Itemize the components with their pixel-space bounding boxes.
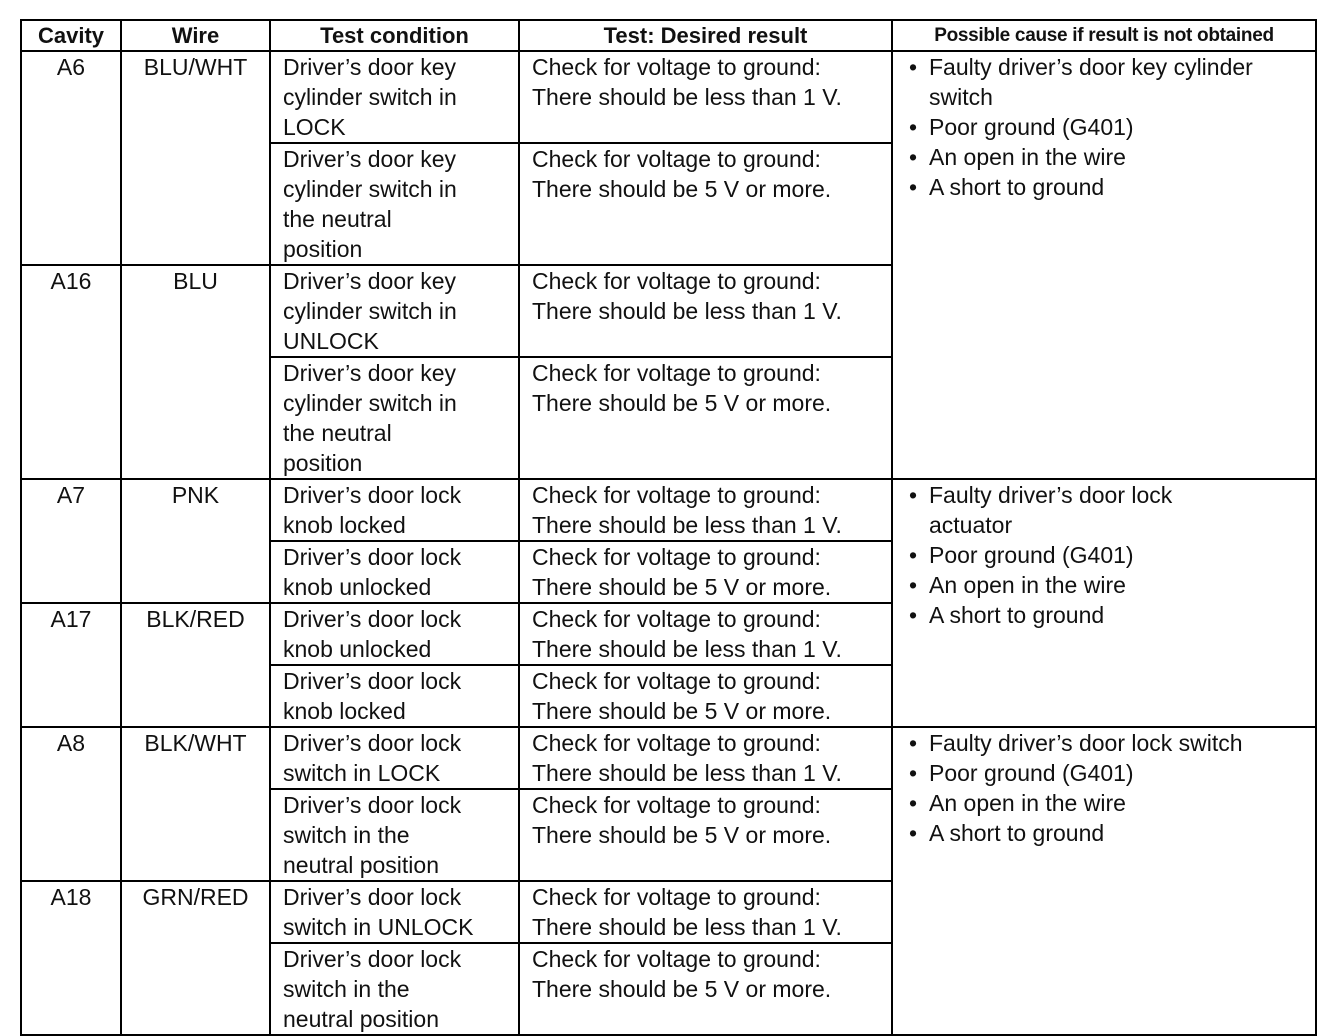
- desired-result-cell: [519, 51, 892, 143]
- bullet-icon: •: [909, 730, 918, 756]
- text-line: switch: [929, 84, 993, 110]
- cause-item: [907, 142, 1309, 172]
- cause-item: [907, 728, 1309, 758]
- desired-result-cell: [519, 357, 892, 479]
- header-row: [21, 20, 1316, 51]
- text-line: Driver’s door key: [283, 360, 456, 386]
- text-line: cylinder switch in: [283, 298, 457, 324]
- text-line: An open in the wire: [929, 144, 1126, 170]
- text-line: Poor ground (G401): [929, 542, 1134, 568]
- cause-list: [907, 480, 1309, 630]
- text-line: Driver’s door lock: [283, 946, 462, 972]
- cause-item: [907, 52, 1309, 112]
- cavity-cell: A16: [21, 265, 121, 479]
- header-test-condition: Test condition: [270, 20, 519, 51]
- desired-result-cell: [519, 603, 892, 665]
- text-line: Driver’s door lock: [283, 730, 462, 756]
- text-line: An open in the wire: [929, 572, 1126, 598]
- test-condition-cell: [270, 603, 519, 665]
- text-line: Driver’s door key: [283, 54, 456, 80]
- text-line: position: [283, 450, 363, 476]
- wire-cell: BLK/WHT: [121, 727, 270, 881]
- bullet-icon: •: [909, 790, 918, 816]
- text-line: cylinder switch in: [283, 84, 457, 110]
- header-possible-cause: Possible cause if result is not obtained: [892, 20, 1316, 51]
- wire-cell: GRN/RED: [121, 881, 270, 1035]
- text-line: Driver’s door lock: [283, 668, 462, 694]
- cause-item: [907, 540, 1309, 570]
- possible-cause-cell: [892, 479, 1316, 727]
- text-line: Poor ground (G401): [929, 760, 1134, 786]
- bullet-icon: •: [909, 482, 918, 508]
- test-condition-cell: [270, 479, 519, 541]
- text-line: Check for voltage to ground:: [532, 668, 821, 694]
- bullet-icon: •: [909, 820, 918, 846]
- test-condition-cell: [270, 789, 519, 881]
- text-line: There should be less than 1 V.: [532, 84, 842, 110]
- desired-result-cell: [519, 143, 892, 265]
- text-line: knob locked: [283, 512, 406, 538]
- text-line: Check for voltage to ground:: [532, 360, 821, 386]
- text-line: position: [283, 236, 363, 262]
- text-line: There should be less than 1 V.: [532, 636, 842, 662]
- cavity-cell: A7: [21, 479, 121, 603]
- cause-item: [907, 172, 1309, 202]
- text-line: Check for voltage to ground:: [532, 146, 821, 172]
- desired-result-cell: [519, 789, 892, 881]
- text-line: UNLOCK: [283, 328, 379, 354]
- bullet-icon: •: [909, 144, 918, 170]
- text-line: An open in the wire: [929, 790, 1126, 816]
- cause-item: [907, 758, 1309, 788]
- bullet-icon: •: [909, 542, 918, 568]
- text-line: Poor ground (G401): [929, 114, 1134, 140]
- desired-result-cell: [519, 541, 892, 603]
- desired-result-cell: [519, 881, 892, 943]
- test-condition-cell: [270, 143, 519, 265]
- bullet-icon: •: [909, 602, 918, 628]
- test-condition-cell: [270, 265, 519, 357]
- cavity-cell: A8: [21, 727, 121, 881]
- test-condition-cell: [270, 881, 519, 943]
- cause-list: [907, 728, 1309, 848]
- text-line: There should be less than 1 V.: [532, 298, 842, 324]
- text-line: There should be 5 V or more.: [532, 698, 832, 724]
- wire-cell: PNK: [121, 479, 270, 603]
- text-line: Check for voltage to ground:: [532, 54, 821, 80]
- text-line: Driver’s door lock: [283, 482, 462, 508]
- test-condition-cell: [270, 727, 519, 789]
- text-line: Check for voltage to ground:: [532, 730, 821, 756]
- cause-item: [907, 570, 1309, 600]
- text-line: Faulty driver’s door lock switch: [929, 730, 1243, 756]
- text-line: switch in LOCK: [283, 760, 441, 786]
- bullet-icon: •: [909, 760, 918, 786]
- text-line: Check for voltage to ground:: [532, 884, 821, 910]
- cause-item: [907, 788, 1309, 818]
- wire-cell: BLU/WHT: [121, 51, 270, 265]
- text-line: Check for voltage to ground:: [532, 482, 821, 508]
- bullet-icon: •: [909, 174, 918, 200]
- table-row: [21, 479, 1316, 541]
- text-line: switch in UNLOCK: [283, 914, 474, 940]
- text-line: Driver’s door key: [283, 268, 456, 294]
- text-line: Check for voltage to ground:: [532, 792, 821, 818]
- cause-item: [907, 112, 1309, 142]
- cause-item: [907, 818, 1309, 848]
- desired-result-cell: [519, 479, 892, 541]
- table-row: [21, 727, 1316, 789]
- test-condition-cell: [270, 357, 519, 479]
- header-desired-result: Test: Desired result: [519, 20, 892, 51]
- text-line: knob locked: [283, 698, 406, 724]
- text-line: cylinder switch in: [283, 390, 457, 416]
- desired-result-cell: [519, 665, 892, 727]
- text-line: knob unlocked: [283, 574, 432, 600]
- table-row: [21, 51, 1316, 143]
- cavity-cell: A18: [21, 881, 121, 1035]
- text-line: There should be less than 1 V.: [532, 760, 842, 786]
- text-line: actuator: [929, 512, 1013, 538]
- text-line: There should be 5 V or more.: [532, 976, 832, 1002]
- header-cavity: Cavity: [21, 20, 121, 51]
- text-line: cylinder switch in: [283, 176, 457, 202]
- door-lock-test-table: [20, 19, 1317, 1036]
- text-line: Faulty driver’s door lock: [929, 482, 1173, 508]
- possible-cause-cell: [892, 51, 1316, 479]
- bullet-icon: •: [909, 572, 918, 598]
- test-condition-cell: [270, 541, 519, 603]
- text-line: There should be 5 V or more.: [532, 176, 832, 202]
- text-line: neutral position: [283, 852, 439, 878]
- wire-cell: BLK/RED: [121, 603, 270, 727]
- desired-result-cell: [519, 727, 892, 789]
- text-line: LOCK: [283, 114, 346, 140]
- text-line: Driver’s door lock: [283, 606, 462, 632]
- text-line: Driver’s door key: [283, 146, 456, 172]
- text-line: Driver’s door lock: [283, 884, 462, 910]
- table-body: [21, 51, 1316, 1035]
- text-line: the neutral: [283, 206, 392, 232]
- bullet-icon: •: [909, 54, 918, 80]
- text-line: There should be 5 V or more.: [532, 574, 832, 600]
- cavity-cell: A6: [21, 51, 121, 265]
- cause-list: [907, 52, 1309, 202]
- possible-cause-cell: [892, 727, 1316, 1035]
- text-line: Check for voltage to ground:: [532, 606, 821, 632]
- bullet-icon: •: [909, 114, 918, 140]
- text-line: knob unlocked: [283, 636, 432, 662]
- text-line: Driver’s door lock: [283, 544, 462, 570]
- test-condition-cell: [270, 943, 519, 1035]
- desired-result-cell: [519, 943, 892, 1035]
- text-line: the neutral: [283, 420, 392, 446]
- header-wire: Wire: [121, 20, 270, 51]
- text-line: There should be 5 V or more.: [532, 822, 832, 848]
- text-line: A short to ground: [929, 602, 1105, 628]
- test-condition-cell: [270, 665, 519, 727]
- text-line: switch in the: [283, 822, 410, 848]
- text-line: Faulty driver’s door key cylinder: [929, 54, 1253, 80]
- text-line: Driver’s door lock: [283, 792, 462, 818]
- text-line: switch in the: [283, 976, 410, 1002]
- text-line: A short to ground: [929, 820, 1105, 846]
- cause-item: [907, 480, 1309, 540]
- test-condition-cell: [270, 51, 519, 143]
- text-line: There should be less than 1 V.: [532, 914, 842, 940]
- text-line: There should be less than 1 V.: [532, 512, 842, 538]
- text-line: neutral position: [283, 1006, 439, 1032]
- cavity-cell: A17: [21, 603, 121, 727]
- cause-item: [907, 600, 1309, 630]
- text-line: Check for voltage to ground:: [532, 268, 821, 294]
- text-line: Check for voltage to ground:: [532, 946, 821, 972]
- text-line: A short to ground: [929, 174, 1105, 200]
- text-line: Check for voltage to ground:: [532, 544, 821, 570]
- wire-cell: BLU: [121, 265, 270, 479]
- desired-result-cell: [519, 265, 892, 357]
- text-line: There should be 5 V or more.: [532, 390, 832, 416]
